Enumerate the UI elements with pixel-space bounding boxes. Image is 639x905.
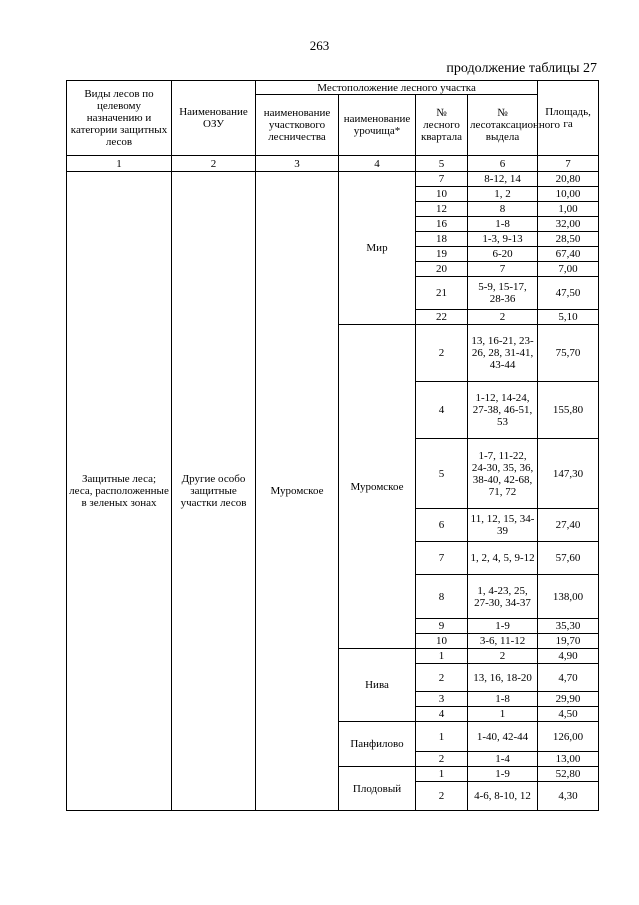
area-cell: 155,80 <box>538 382 599 439</box>
area-cell: 19,70 <box>538 634 599 649</box>
tract-cell: Нива <box>339 649 416 722</box>
kvartal-cell: 1 <box>416 649 468 664</box>
table-continuation-caption: продолжение таблицы 27 <box>446 61 597 76</box>
vydel-cell: 1-40, 42-44 <box>468 722 538 752</box>
area-cell: 52,80 <box>538 767 599 782</box>
vydel-cell: 1-8 <box>468 217 538 232</box>
area-cell: 1,00 <box>538 202 599 217</box>
area-cell: 4,30 <box>538 782 599 811</box>
area-cell: 138,00 <box>538 575 599 619</box>
vydel-cell: 5-9, 15-17, 28-36 <box>468 277 538 310</box>
area-cell: 126,00 <box>538 722 599 752</box>
vydel-cell: 11, 12, 15, 34-39 <box>468 509 538 542</box>
kvartal-cell: 10 <box>416 634 468 649</box>
kvartal-cell: 4 <box>416 707 468 722</box>
vydel-cell: 6-20 <box>468 247 538 262</box>
kvartal-cell: 22 <box>416 310 468 325</box>
page-number: 263 <box>309 38 330 53</box>
area-cell: 20,80 <box>538 172 599 187</box>
tract-cell: Мир <box>339 172 416 325</box>
kvartal-cell: 16 <box>416 217 468 232</box>
forest-plots-table <box>66 80 599 811</box>
kvartal-cell: 6 <box>416 509 468 542</box>
vydel-cell: 2 <box>468 649 538 664</box>
area-cell: 4,90 <box>538 649 599 664</box>
kvartal-cell: 3 <box>416 692 468 707</box>
area-cell: 67,40 <box>538 247 599 262</box>
column-number: 1 <box>67 156 172 172</box>
vydel-cell: 1-3, 9-13 <box>468 232 538 247</box>
area-cell: 28,50 <box>538 232 599 247</box>
column-number: 6 <box>468 156 538 172</box>
vydel-cell: 1 <box>468 707 538 722</box>
header-location-group: Местоположение лесного участка <box>256 81 538 95</box>
vydel-cell: 4-6, 8-10, 12 <box>468 782 538 811</box>
header-area: Площадь, га <box>538 81 599 156</box>
area-cell: 10,00 <box>538 187 599 202</box>
area-cell: 75,70 <box>538 325 599 382</box>
kvartal-cell: 20 <box>416 262 468 277</box>
area-cell: 57,60 <box>538 542 599 575</box>
kvartal-cell: 1 <box>416 767 468 782</box>
vydel-cell: 1, 2, 4, 5, 9-12 <box>468 542 538 575</box>
area-cell: 32,00 <box>538 217 599 232</box>
tract-cell: Панфилово <box>339 722 416 767</box>
kvartal-cell: 2 <box>416 752 468 767</box>
vydel-cell: 8 <box>468 202 538 217</box>
header-kvartal: № лесного квартала <box>416 95 468 156</box>
vydel-cell: 1-9 <box>468 767 538 782</box>
vydel-cell: 1-12, 14-24, 27-38, 46-51, 53 <box>468 382 538 439</box>
area-cell: 27,40 <box>538 509 599 542</box>
column-number: 4 <box>339 156 416 172</box>
district-cell: Муромское <box>256 172 339 811</box>
kvartal-cell: 9 <box>416 619 468 634</box>
table-row <box>67 172 599 187</box>
ozu-name-cell: Другие особо защитные участки лесов <box>172 172 256 811</box>
column-number-row <box>67 156 599 172</box>
vydel-cell: 1-8 <box>468 692 538 707</box>
vydel-cell: 1, 2 <box>468 187 538 202</box>
vydel-cell: 1, 4-23, 25, 27-30, 34-37 <box>468 575 538 619</box>
column-number: 2 <box>172 156 256 172</box>
header-ozu-name: Наименование ОЗУ <box>172 81 256 156</box>
vydel-cell: 1-9 <box>468 619 538 634</box>
vydel-cell: 13, 16-21, 23-26, 28, 31-41, 43-44 <box>468 325 538 382</box>
kvartal-cell: 4 <box>416 382 468 439</box>
vydel-cell: 1-4 <box>468 752 538 767</box>
vydel-cell: 8-12, 14 <box>468 172 538 187</box>
area-cell: 5,10 <box>538 310 599 325</box>
area-cell: 47,50 <box>538 277 599 310</box>
kvartal-cell: 12 <box>416 202 468 217</box>
area-cell: 35,30 <box>538 619 599 634</box>
column-number: 7 <box>538 156 599 172</box>
area-cell: 147,30 <box>538 439 599 509</box>
kvartal-cell: 7 <box>416 172 468 187</box>
area-cell: 7,00 <box>538 262 599 277</box>
kvartal-cell: 2 <box>416 782 468 811</box>
vydel-cell: 1-7, 11-22, 24-30, 35, 36, 38-40, 42-68, 71, 72 <box>468 439 538 509</box>
area-cell: 4,50 <box>538 707 599 722</box>
area-cell: 4,70 <box>538 664 599 692</box>
column-number: 3 <box>256 156 339 172</box>
header-vydel: № лесотаксационного выдела <box>468 95 538 156</box>
kvartal-cell: 21 <box>416 277 468 310</box>
vydel-cell: 3-6, 11-12 <box>468 634 538 649</box>
kvartal-cell: 19 <box>416 247 468 262</box>
tract-cell: Плодовый <box>339 767 416 811</box>
kvartal-cell: 7 <box>416 542 468 575</box>
kvartal-cell: 2 <box>416 325 468 382</box>
column-number: 5 <box>416 156 468 172</box>
vydel-cell: 7 <box>468 262 538 277</box>
tract-cell: Муромское <box>339 325 416 649</box>
kvartal-cell: 8 <box>416 575 468 619</box>
kvartal-cell: 5 <box>416 439 468 509</box>
header-forest-type: Виды лесов по целевому назначению и категории защитных лесов <box>67 81 172 156</box>
area-cell: 29,90 <box>538 692 599 707</box>
kvartal-cell: 10 <box>416 187 468 202</box>
vydel-cell: 13, 16, 18-20 <box>468 664 538 692</box>
kvartal-cell: 18 <box>416 232 468 247</box>
table-body <box>67 172 599 811</box>
vydel-cell: 2 <box>468 310 538 325</box>
kvartal-cell: 1 <box>416 722 468 752</box>
kvartal-cell: 2 <box>416 664 468 692</box>
forest-type-cell: Защитные леса; леса, расположенные в зеленых зонах <box>67 172 172 811</box>
header-district: наименование участкового лесничества <box>256 95 339 156</box>
header-tract: наименование урочища* <box>339 95 416 156</box>
area-cell: 13,00 <box>538 752 599 767</box>
